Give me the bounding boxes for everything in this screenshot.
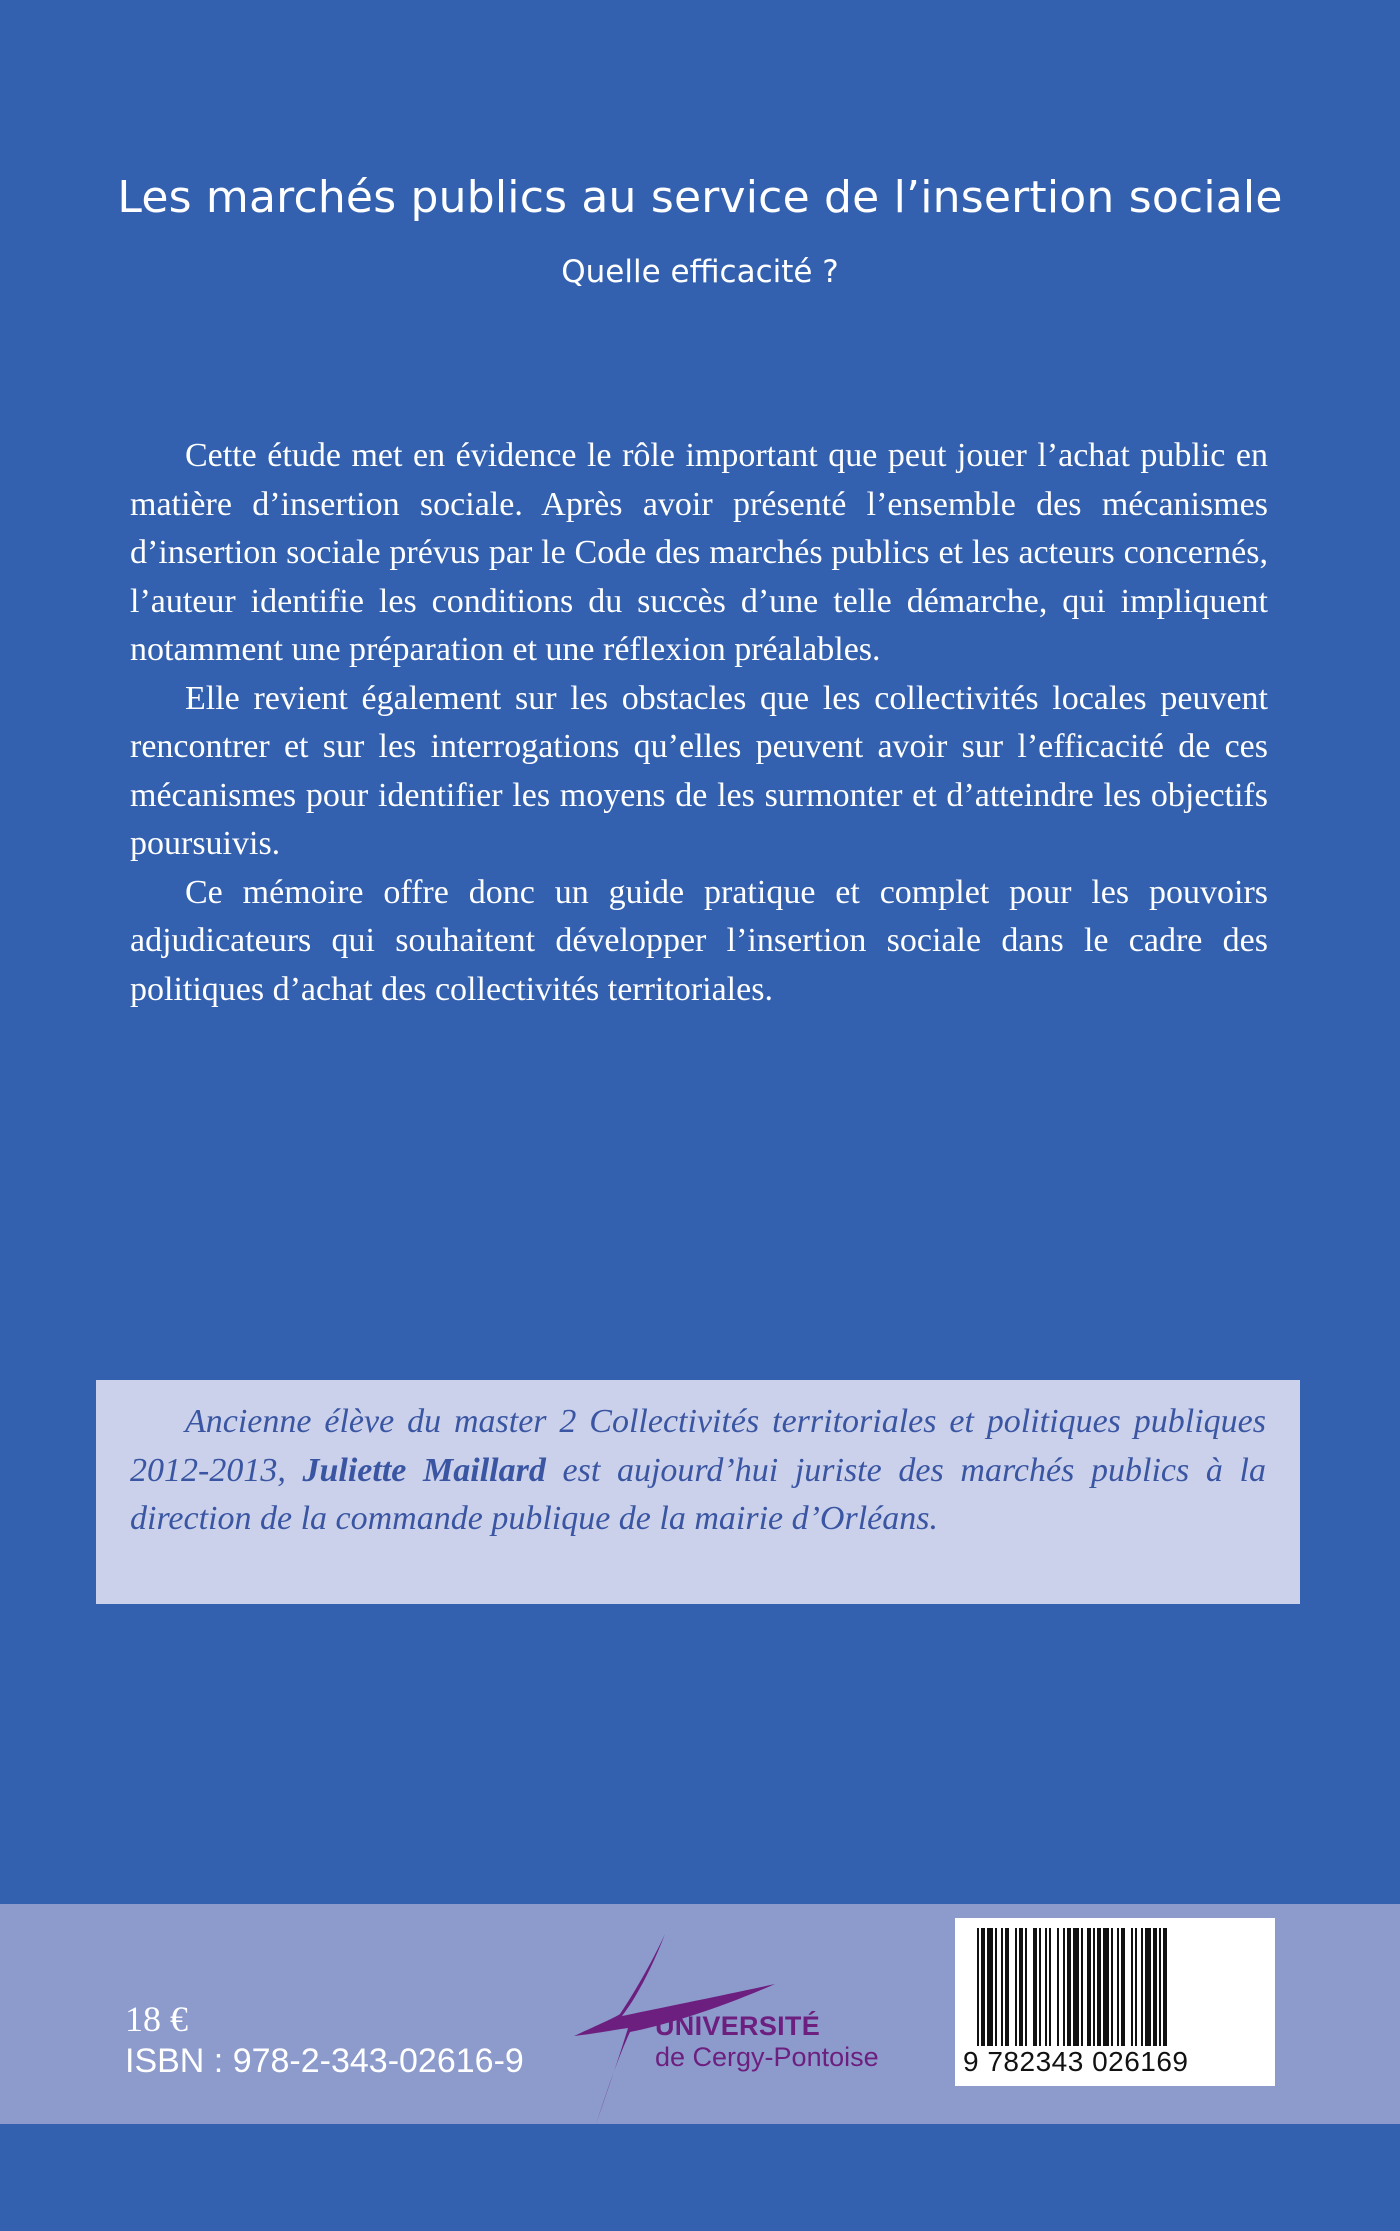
blurb-paragraph: Ce mémoire offre donc un guide pratique et complet pour les pouvoirs adjudicateurs qui souhaitent développer l’insertion sociale dans le cadre des politiques d’achat des collectivités territoriales. bbox=[130, 873, 1268, 1008]
barcode-bar bbox=[1111, 1928, 1113, 2046]
barcode-bar bbox=[1153, 1928, 1157, 2046]
barcode-bar bbox=[1097, 1928, 1101, 2046]
blurb bbox=[130, 432, 1268, 1014]
barcode-bar bbox=[1117, 1928, 1119, 2046]
barcode-bar bbox=[1001, 1928, 1003, 2046]
barcode-bar bbox=[1019, 1928, 1023, 2046]
isbn: ISBN : 978-2-343-02616-9 bbox=[125, 2042, 524, 2080]
barcode-bar bbox=[1163, 1928, 1167, 2046]
book-title: Les marchés publics au service de l’insertion sociale bbox=[117, 172, 1283, 223]
logo-text-cergy: de Cergy-Pontoise bbox=[655, 2042, 879, 2072]
book-subtitle: Quelle efficacité ? bbox=[561, 254, 839, 290]
barcode-bar bbox=[1141, 1928, 1143, 2046]
barcode-bar bbox=[1121, 1928, 1125, 2046]
barcode-digits: 9 782343 026169 bbox=[963, 2046, 1189, 2077]
barcode-bar bbox=[1093, 1928, 1095, 2046]
barcode-bar bbox=[981, 1928, 985, 2046]
barcode-bar bbox=[1145, 1928, 1151, 2046]
bio-text-start: Ancienne élève du master 2 Collectivités territoriales et politiques publiques 2012-2013, bbox=[130, 1403, 1266, 1489]
barcode-bar bbox=[1135, 1928, 1137, 2046]
barcode-bar bbox=[1087, 1928, 1091, 2046]
barcode-bar bbox=[995, 1928, 997, 2046]
barcode-bar bbox=[987, 1928, 993, 2046]
barcode-icon bbox=[963, 1928, 1267, 2046]
barcode-bar bbox=[1057, 1928, 1059, 2046]
logo-text-universite: UNIVERSITÉ bbox=[655, 2011, 821, 2041]
barcode-bar bbox=[1015, 1928, 1017, 2046]
author-name: Juliette Maillard bbox=[302, 1451, 546, 1489]
barcode bbox=[955, 1918, 1275, 2086]
bio-text-end: est aujourd’hui juriste des marchés publics à la direction de la commande publique de la mairie d’Orléans. bbox=[130, 1451, 1266, 1537]
price: 18 € bbox=[125, 1999, 188, 2039]
barcode-bar bbox=[1073, 1928, 1079, 2046]
author-bio bbox=[130, 1398, 1266, 1544]
barcode-bar bbox=[1045, 1928, 1047, 2046]
barcode-bar bbox=[1131, 1928, 1133, 2046]
author-bio-box bbox=[96, 1380, 1300, 1604]
barcode-bar bbox=[1063, 1928, 1065, 2046]
blurb-paragraph: Cette étude met en évidence le rôle important que peut jouer l’achat public en matière d’insertion sociale. Après avoir présenté l’ensemble des mécanismes d’insertion sociale prévus par le Code des marchés publics et les acteurs concernés, l’auteur identifie les conditions du succès d’une telle démarche, qui impliquent notamment une préparation et une réflexion préalables. bbox=[130, 437, 1268, 668]
barcode-bar bbox=[977, 1928, 979, 2046]
barcode-bar bbox=[1081, 1928, 1083, 2046]
barcode-bar bbox=[1039, 1928, 1041, 2046]
barcode-bar bbox=[1005, 1928, 1009, 2046]
blurb-paragraph: Elle revient également sur les obstacles que les collectivités locales peuvent rencontrer et sur les interrogations qu’elles peuvent avoir sur l’efficacité de ces mécanismes pour identifier les moyens de les surmonter et d’atteindre les objectifs poursuivis. bbox=[130, 679, 1268, 862]
barcode-bar bbox=[1033, 1928, 1037, 2046]
barcode-bar bbox=[1049, 1928, 1051, 2046]
barcode-bar bbox=[1025, 1928, 1027, 2046]
barcode-bar bbox=[1103, 1928, 1109, 2046]
barcode-bar bbox=[1067, 1928, 1071, 2046]
barcode-bar bbox=[1159, 1928, 1161, 2046]
